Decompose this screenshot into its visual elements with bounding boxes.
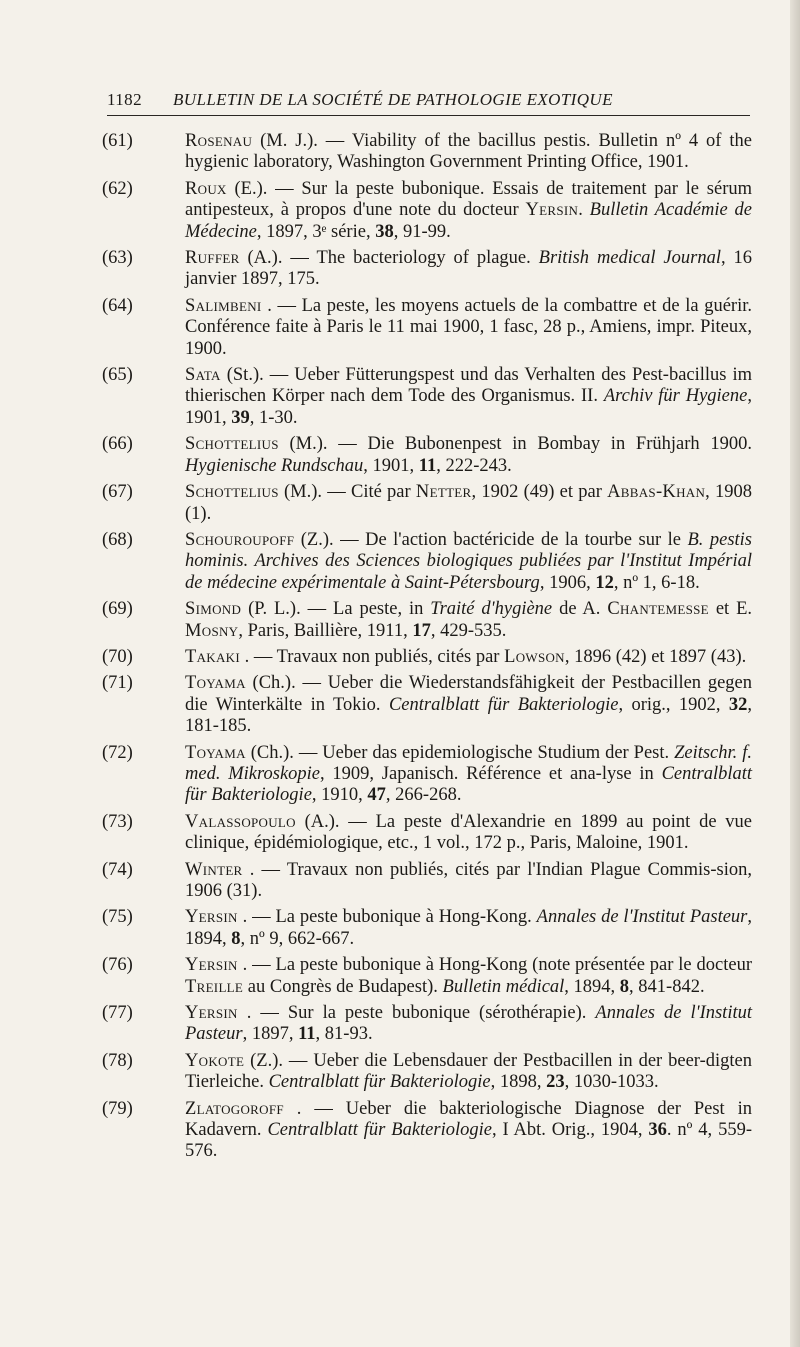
reference-author: Takaki — [185, 646, 240, 667]
reference-volume: 12 — [595, 572, 614, 593]
reference-author-initials: (Ch.). — — [245, 742, 318, 763]
reference-item — [102, 743, 762, 807]
cited-author: Treille — [185, 976, 244, 997]
reference-number: (70) — [102, 646, 133, 667]
reference-number: (77) — [102, 1003, 133, 1024]
reference-text: De l'action bactéricide de la tourbe sur le — [358, 529, 688, 550]
reference-author: Toyama — [185, 742, 246, 763]
reference-author: Simond — [185, 599, 242, 620]
reference-author-initials: (E.). — — [226, 178, 294, 199]
reference-item — [102, 673, 762, 737]
reference-item — [102, 907, 762, 950]
reference-text: , 16 janvier 1897, 175. — [185, 248, 753, 290]
reference-text: , 181-185. — [185, 694, 752, 737]
reference-text: Ueber Fütterungspest und das Verhalten des Pest-bacillus im thierischen Körper nach dem Tode des Organismus. II. — [185, 365, 753, 407]
reference-item — [102, 131, 762, 174]
reference-text: Ueber das epidemiologische Studium der Pest. — [317, 742, 675, 763]
reference-journal: Traité d'hygiène — [430, 599, 553, 620]
reference-number: (73) — [102, 811, 133, 832]
reference-text: La peste bubonique à Hong-Kong. — [270, 907, 537, 928]
reference-journal: B. pestis hominis. Archives des Sciences biologiques publiées par l'Institut Impérial de médecine expérimentale à Saint-Pétersbourg — [185, 529, 752, 593]
reference-text: , 1897, — [242, 1024, 299, 1045]
reference-item — [102, 647, 762, 668]
reference-item — [102, 248, 762, 291]
reference-text: Sur la peste bubonique. Essais de traitement par le sérum antipesteux, à propos d'une note du docteur — [185, 178, 753, 221]
reference-volume: 17 — [412, 620, 431, 641]
reference-text: , 1908 (1). — [185, 482, 753, 524]
reference-item — [102, 1099, 762, 1163]
reference-text: , 1897, 3ᵉ série, — [256, 221, 376, 242]
reference-volume: 11 — [298, 1024, 316, 1045]
reference-author: Toyama — [185, 673, 246, 694]
reference-author-initials: (St.). — — [220, 365, 289, 386]
reference-volume: 32 — [728, 694, 748, 715]
reference-journal: Annales de l'Institut Pasteur — [536, 907, 748, 928]
reference-item — [102, 296, 762, 360]
reference-author-initials: (M.). — — [278, 434, 357, 455]
reference-text: , 1898, — [490, 1072, 547, 1093]
reference-item — [102, 599, 762, 642]
reference-text: , I Abt. Orig., 1904, — [491, 1120, 649, 1141]
reference-text: La peste, in — [326, 599, 431, 620]
reference-text: Cité par — [345, 482, 416, 503]
reference-number: (63) — [102, 248, 133, 269]
reference-author-initials: (M.). — — [278, 482, 346, 503]
reference-volume: 8 — [231, 928, 241, 949]
reference-number: (62) — [102, 178, 133, 199]
reference-journal: Centralblatt für Bakteriologie — [268, 1072, 491, 1093]
reference-item — [102, 1051, 762, 1094]
reference-journal: Archiv für Hygiene — [603, 386, 748, 407]
reference-author: Schottelius — [185, 434, 279, 455]
reference-author: Yersin — [185, 907, 238, 928]
reference-number: (76) — [102, 955, 133, 976]
reference-author-initials: . — — [237, 907, 271, 928]
reference-text: , 1906, — [539, 572, 596, 593]
reference-volume: 39 — [231, 407, 250, 428]
reference-item — [102, 179, 762, 243]
reference-text: Ueber die bakteriologische Diagnose der Pest in Kadavern. — [185, 1098, 752, 1141]
reference-text: La peste, les moyens actuels de la combattre et de la guérir. Conférence faite à Paris le 11 mai 1900, 1 fasc, 28 p., Amiens, impr. Piteux, 1900. — [185, 295, 752, 359]
reference-text: La peste bubonique à Hong-Kong (note présentée par le docteur — [270, 955, 753, 976]
reference-text: , 841-842. — [629, 976, 705, 997]
page-number: 1182 — [107, 90, 142, 109]
reference-journal: Centralblatt für Bakteriologie — [185, 763, 753, 806]
reference-author: Roux — [185, 178, 227, 199]
reference-volume: 36 — [648, 1120, 667, 1141]
reference-item — [102, 530, 762, 594]
reference-list — [102, 131, 762, 1168]
reference-text: , 222-243. — [436, 455, 512, 476]
reference-author-initials: . — — [242, 859, 281, 880]
reference-text: Ueber die Wiederstandsfähigkeit der Pestbacillen gegen die Winterkälte in Tokio. — [185, 673, 752, 715]
reference-text: Sur la peste bubonique (sérothérapie). — [278, 1003, 596, 1024]
reference-text: , 1894, — [185, 907, 752, 949]
reference-journal: Bulletin médical — [442, 976, 565, 997]
reference-number: (72) — [102, 742, 133, 763]
reference-author-initials: (A.). — — [239, 248, 309, 269]
reference-number: (71) — [102, 673, 133, 694]
reference-author-initials: (Z.). — — [294, 529, 359, 550]
reference-author: Yokote — [185, 1050, 245, 1071]
reference-text: , Paris, Baillière, 1911, — [238, 620, 413, 641]
reference-author: Schottelius — [185, 482, 279, 503]
reference-journal: Annales de l'Institut Pasteur — [185, 1003, 752, 1045]
reference-number: (65) — [102, 365, 133, 386]
reference-text: , 91-99. — [393, 221, 451, 242]
reference-number: (74) — [102, 859, 133, 880]
page-header — [107, 88, 747, 114]
reference-author-initials: . — — [237, 955, 271, 976]
reference-journal: British medical Journal — [538, 248, 721, 269]
reference-author-initials: (M. J.). — — [252, 131, 345, 151]
reference-author: Rosenau — [185, 131, 253, 151]
reference-number: (61) — [102, 131, 133, 151]
reference-journal: Zeitschr. f. med. Mikroskopie — [185, 742, 752, 784]
reference-item — [102, 955, 762, 998]
reference-text: , 81-93. — [315, 1024, 373, 1045]
reference-number: (75) — [102, 907, 133, 928]
reference-item — [102, 1003, 762, 1046]
reference-author: Schouroupoff — [185, 529, 295, 550]
cited-author: Abbas-Khan — [607, 482, 706, 503]
reference-number: (64) — [102, 295, 133, 316]
reference-text: , 1901, — [363, 455, 419, 476]
page-edge-shadow — [790, 0, 800, 1347]
reference-text: , 1894, — [564, 976, 620, 997]
reference-text: Die Bubonenpest in Bombay in Frühjarh 1900. — [356, 434, 752, 455]
cited-author: Yersin — [525, 200, 579, 221]
reference-volume: 23 — [546, 1072, 565, 1093]
reference-text: , 1909, Japanisch. Référence et ana-lyse in — [320, 763, 662, 784]
reference-item — [102, 482, 762, 525]
reference-volume: 38 — [375, 221, 394, 242]
reference-author: Yersin — [185, 955, 238, 976]
reference-author-initials: (P. L.). — — [241, 599, 327, 620]
reference-author-initials: . — — [239, 646, 273, 667]
reference-text: de A. — [552, 599, 608, 620]
cited-author: Mosny — [185, 620, 239, 641]
reference-text: . — [578, 200, 590, 221]
reference-text: , 1-30. — [249, 407, 298, 428]
reference-volume: 47 — [367, 785, 386, 806]
reference-author-initials: (A.). — — [295, 811, 367, 832]
reference-text: , 1030-1033. — [564, 1072, 659, 1093]
reference-number: (67) — [102, 482, 133, 503]
reference-text: The bacteriology of plague. — [308, 248, 539, 269]
reference-author: Valassopoulo — [185, 811, 296, 832]
reference-text: , 1910, — [311, 785, 368, 806]
reference-author: Sata — [185, 365, 221, 386]
reference-author: Zlatogoroff — [185, 1098, 284, 1119]
reference-author-initials: . — — [237, 1003, 279, 1024]
reference-text: Travaux non publiés, cités par l'Indian Plague Commis-sion, 1906 (31). — [185, 859, 752, 901]
reference-author-initials: (Z.). — — [244, 1050, 308, 1071]
reference-author-initials: (Ch.). — — [245, 673, 321, 694]
reference-text: , 266-268. — [385, 785, 462, 806]
reference-text: , nº 1, 6-18. — [613, 572, 700, 593]
reference-text: Viability of the bacillus pestis. Bulletin nº 4 of the hygienic laboratory, Washington Government Printing Office, 1901. — [185, 131, 752, 173]
cited-author: Netter — [415, 482, 472, 503]
reference-item — [102, 860, 762, 903]
reference-author: Yersin — [185, 1003, 238, 1024]
reference-number: (69) — [102, 599, 133, 620]
reference-text: Ueber die Lebensdauer der Pestbacillen in der beer-digten Tierleiche. — [185, 1050, 752, 1093]
cited-author: Chantemesse — [607, 599, 709, 620]
reference-author: Ruffer — [185, 248, 240, 269]
reference-author: Winter — [185, 859, 243, 880]
reference-text: , 1896 (42) et 1897 (43). — [564, 646, 747, 667]
reference-author: Salimbeni — [185, 295, 262, 316]
reference-item — [102, 365, 762, 429]
header-rule — [107, 115, 750, 116]
reference-journal: Centralblatt für Bakteriologie — [388, 694, 619, 715]
reference-item — [102, 812, 762, 855]
reference-author-initials: . — — [283, 1098, 333, 1119]
reference-number: (78) — [102, 1050, 133, 1071]
running-title: BULLETIN DE LA SOCIÉTÉ DE PATHOLOGIE EXOTIQUE — [173, 90, 613, 109]
reference-text: . nº 4, 559-576. — [185, 1120, 752, 1162]
reference-number: (68) — [102, 529, 133, 550]
reference-journal: Centralblatt für Bakteriologie — [267, 1120, 492, 1141]
reference-text: , 1902 (49) et par — [471, 482, 608, 503]
reference-volume: 11 — [418, 455, 437, 476]
reference-text: au Congrès de Budapest). — [243, 976, 443, 997]
reference-text: Travaux non publiés, cités par — [272, 646, 505, 667]
reference-author-initials: . — — [261, 295, 296, 316]
reference-text: , 429-535. — [430, 620, 507, 641]
reference-item — [102, 434, 762, 477]
reference-volume: 8 — [619, 976, 630, 997]
reference-number: (79) — [102, 1098, 133, 1119]
reference-text: et E. — [708, 599, 752, 620]
reference-text: , 1901, — [185, 386, 752, 428]
cited-author: Lowson — [504, 646, 565, 667]
reference-text: La peste d'Alexandrie en 1899 au point de vue clinique, épidémiologique, etc., 1 vol., 172 p., Paris, Maloine, 1901. — [185, 811, 752, 854]
reference-number: (66) — [102, 434, 133, 455]
reference-journal: Bulletin Académie de Médecine — [185, 200, 752, 242]
reference-journal: Hygienische Rundschau — [185, 455, 364, 476]
reference-text: , orig., 1902, — [618, 694, 729, 715]
reference-text: , nº 9, 662-667. — [240, 928, 355, 949]
